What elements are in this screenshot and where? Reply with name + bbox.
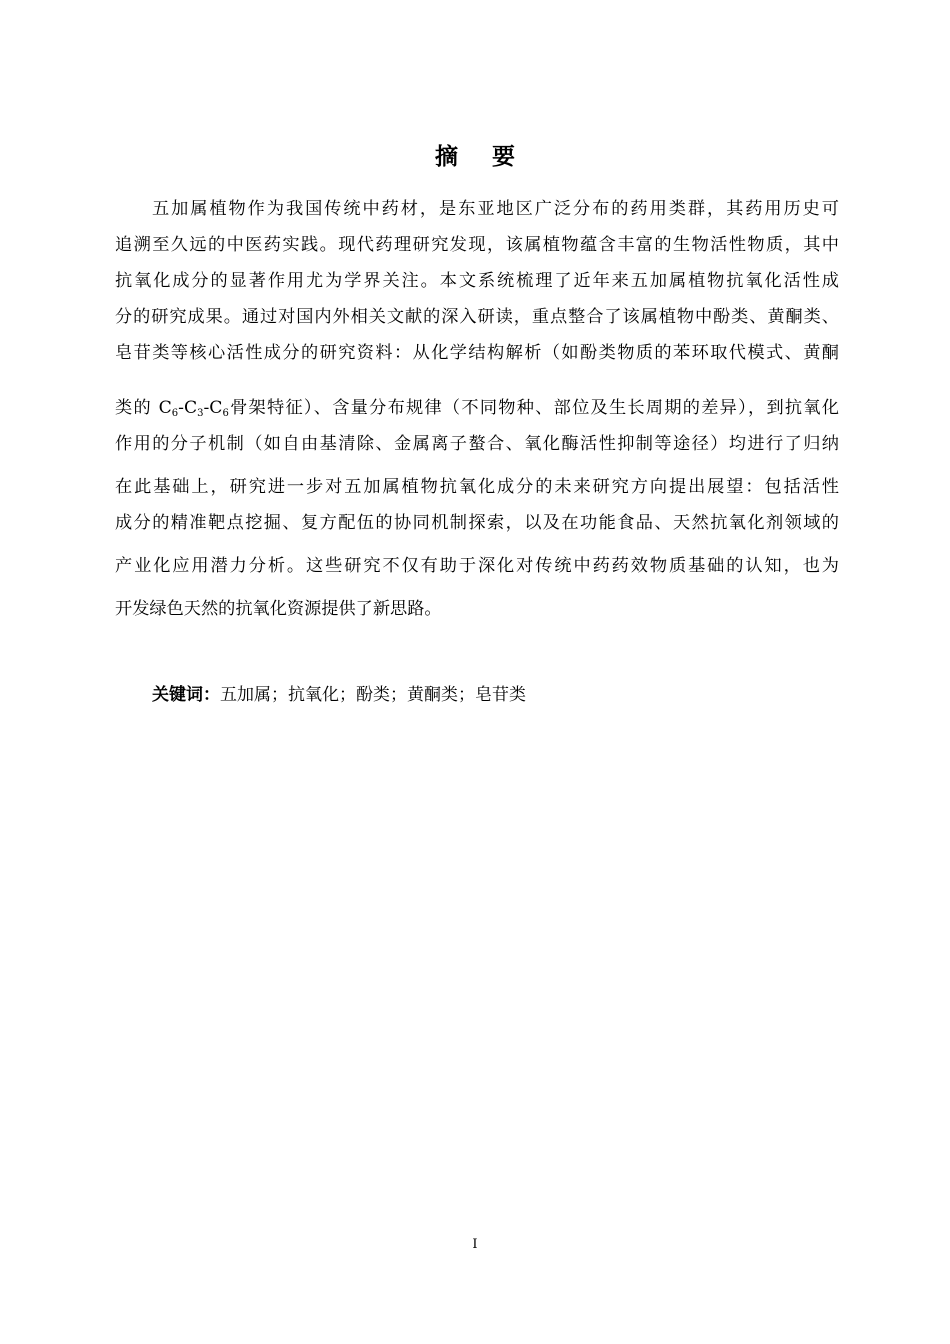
abstract-line: 作用的分子机制（如自由基清除、金属离子螯合、氧化酶活性抑制等途径）均进行了归纳 (115, 434, 839, 454)
keywords-label: 关键词： (152, 685, 220, 705)
formula-text: -C (203, 398, 223, 418)
page-number: I (472, 1237, 478, 1252)
formula-text: 类的 C (115, 398, 172, 418)
abstract-line: 抗氧化成分的显著作用尤为学界关注。本文系统梳理了近年来五加属植物抗氧化活性成 (115, 271, 839, 291)
abstract-title: 摘要 (435, 144, 549, 170)
abstract-line: 开发绿色天然的抗氧化资源提供了新思路。 (115, 599, 442, 619)
formula-subscript: 6 (171, 408, 179, 419)
keywords-value: 五加属；抗氧化；酚类；黄酮类；皂苷类 (220, 685, 526, 705)
abstract-line: 成分的精准靶点挖掘、复方配伍的协同机制探索，以及在功能食品、天然抗氧化剂领域的 (115, 513, 839, 533)
formula-text: -C (178, 398, 198, 418)
formula-subscript: 3 (197, 408, 204, 419)
abstract-line: 在此基础上，研究进一步对五加属植物抗氧化成分的未来研究方向提出展望：包括活性 (115, 477, 839, 497)
abstract-line: 五加属植物作为我国传统中药材，是东亚地区广泛分布的药用类群，其药用历史可 (152, 199, 839, 219)
abstract-line: 产业化应用潜力分析。这些研究不仅有助于深化对传统中药药效物质基础的认知，也为 (115, 556, 839, 576)
abstract-line-formula (115, 393, 839, 423)
abstract-line: 追溯至久远的中医药实践。现代药理研究发现，该属植物蕴含丰富的生物活性物质，其中 (115, 235, 839, 255)
keywords (152, 681, 526, 709)
formula-subscript: 6 (222, 408, 229, 419)
formula-text: 骨架特征）、含量分布规律（不同物种、部位及生长周期的差异），到抗氧化 (228, 398, 839, 418)
abstract-line: 分的研究成果。通过对国内外相关文献的深入研读，重点整合了该属植物中酚类、黄酮类、 (115, 307, 839, 327)
abstract-line: 皂苷类等核心活性成分的研究资料：从化学结构解析（如酚类物质的苯环取代模式、黄酮 (115, 343, 839, 363)
